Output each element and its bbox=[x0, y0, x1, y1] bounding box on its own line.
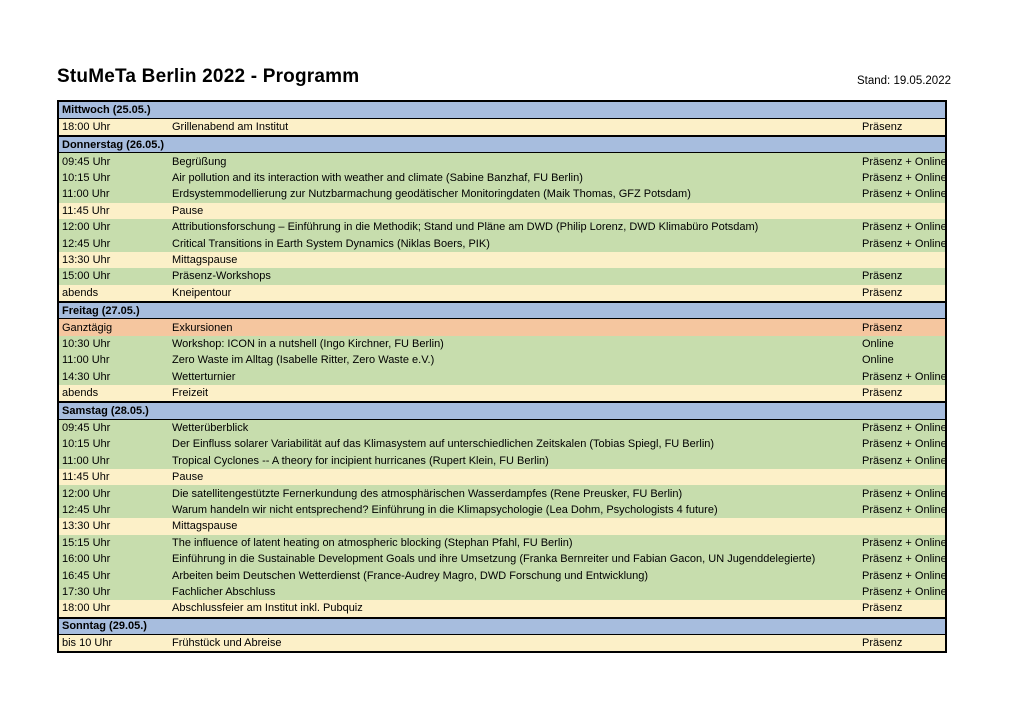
row-time: 10:15 Uhr bbox=[62, 171, 111, 184]
row-event: Warum handeln wir nicht entsprechend? Einführung in die Klimapsychologie (Lea Dohm, Psychologists 4 future) bbox=[172, 504, 718, 516]
day-header: Samstag (28.05.) bbox=[59, 403, 945, 420]
row-mode: Präsenz bbox=[862, 637, 903, 650]
row-time: abends bbox=[62, 286, 99, 299]
schedule-row bbox=[59, 203, 945, 219]
row-mode: Präsenz + Online bbox=[862, 504, 947, 516]
schedule-row bbox=[59, 385, 945, 401]
row-mode: Präsenz bbox=[862, 387, 903, 400]
day-section bbox=[57, 401, 947, 618]
schedule-row bbox=[59, 436, 945, 452]
schedule-row bbox=[59, 369, 945, 385]
schedule-row bbox=[59, 551, 945, 567]
row-mode: Präsenz + Online bbox=[862, 422, 947, 435]
row-event: Die satellitengestützte Fernerkundung des atmosphärischen Wasserdampfes (Rene Preusker, FU Berlin) bbox=[172, 487, 683, 500]
row-mode: Präsenz + Online bbox=[862, 237, 947, 250]
row-mode: Präsenz + Online bbox=[862, 155, 947, 168]
day-section bbox=[57, 100, 947, 137]
schedule-row bbox=[59, 535, 945, 551]
row-mode: Online bbox=[862, 337, 894, 350]
row-mode: Präsenz + Online bbox=[862, 188, 947, 201]
row-time: 17:30 Uhr bbox=[62, 585, 111, 598]
row-mode: Präsenz + Online bbox=[862, 585, 947, 598]
row-event: Attributionsforschung – Einführung in die Methodik; Stand und Pläne am DWD (Philip Lorenz, DWD Klimabüro Potsdam) bbox=[172, 221, 759, 234]
row-time: 15:15 Uhr bbox=[62, 536, 111, 549]
row-mode: Präsenz bbox=[862, 270, 903, 283]
row-time: 11:00 Uhr bbox=[62, 188, 110, 201]
day-section bbox=[57, 135, 947, 303]
page-title: StuMeTa Berlin 2022 - Programm bbox=[57, 66, 360, 87]
row-time: 11:45 Uhr bbox=[62, 471, 110, 484]
schedule-row bbox=[59, 453, 945, 469]
row-event: Einführung in die Sustainable Development Goals und ihre Umsetzung (Franka Bernreiter und Fabian Gacon, UN Jugenddelegierte) bbox=[172, 553, 816, 566]
day-header: Freitag (27.05.) bbox=[59, 303, 945, 320]
row-time: 09:45 Uhr bbox=[62, 422, 111, 435]
schedule-row bbox=[59, 186, 945, 202]
stand-date: Stand: 19.05.2022 bbox=[857, 75, 951, 87]
schedule-row bbox=[59, 584, 945, 600]
schedule-row bbox=[59, 252, 945, 268]
row-event: Arbeiten beim Deutschen Wetterdienst (France-Audrey Magro, DWD Forschung und Entwicklung) bbox=[172, 569, 649, 582]
row-event: Wetterüberblick bbox=[172, 422, 249, 435]
row-mode: Präsenz bbox=[862, 602, 903, 615]
row-time: 18:00 Uhr bbox=[62, 120, 111, 133]
row-event: Critical Transitions in Earth System Dynamics (Niklas Boers, PIK) bbox=[172, 237, 490, 250]
row-event: Air pollution and its interaction with weather and climate (Sabine Banzhaf, FU Berlin) bbox=[172, 171, 583, 184]
row-time: 11:45 Uhr bbox=[62, 204, 110, 217]
row-time: 09:45 Uhr bbox=[62, 155, 111, 168]
row-event: Begrüßung bbox=[172, 155, 227, 168]
schedule-row bbox=[59, 352, 945, 368]
schedule-row bbox=[59, 235, 945, 251]
schedule-row bbox=[59, 319, 945, 335]
row-event: Grillenabend am Institut bbox=[172, 120, 289, 133]
row-mode: Präsenz + Online bbox=[862, 487, 947, 500]
schedule-row bbox=[59, 469, 945, 485]
row-mode: Präsenz + Online bbox=[862, 438, 947, 451]
row-mode: Präsenz + Online bbox=[862, 370, 947, 383]
schedule-row bbox=[59, 518, 945, 534]
row-mode: Präsenz bbox=[862, 286, 903, 299]
row-time: 16:00 Uhr bbox=[62, 553, 111, 566]
row-event: Mittagspause bbox=[172, 253, 238, 266]
row-time: 11:00 Uhr bbox=[62, 454, 110, 467]
program-table bbox=[57, 100, 947, 653]
schedule-row bbox=[59, 635, 945, 651]
schedule-row bbox=[59, 119, 945, 135]
row-mode: Präsenz + Online bbox=[862, 171, 947, 184]
schedule-row bbox=[59, 170, 945, 186]
row-event: Wetterturnier bbox=[172, 370, 236, 383]
day-section bbox=[57, 301, 947, 403]
schedule-row bbox=[59, 268, 945, 284]
row-event: Freizeit bbox=[172, 387, 209, 400]
row-time: 16:45 Uhr bbox=[62, 569, 111, 582]
row-mode: Präsenz + Online bbox=[862, 454, 947, 467]
row-time: 10:30 Uhr bbox=[62, 337, 111, 350]
row-time: Ganztägig bbox=[62, 321, 113, 334]
schedule-row bbox=[59, 420, 945, 436]
row-event: The influence of latent heating on atmospheric blocking (Stephan Pfahl, FU Berlin) bbox=[172, 536, 573, 549]
row-time: 12:45 Uhr bbox=[62, 504, 111, 516]
row-time: 14:30 Uhr bbox=[62, 370, 111, 383]
row-event: Workshop: ICON in a nutshell (Ingo Kirchner, FU Berlin) bbox=[172, 337, 444, 350]
schedule-row bbox=[59, 219, 945, 235]
schedule-row bbox=[59, 336, 945, 352]
row-event: Pause bbox=[172, 204, 204, 217]
row-event: Exkursionen bbox=[172, 321, 233, 334]
row-event: Frühstück und Abreise bbox=[172, 637, 282, 650]
schedule-row bbox=[59, 567, 945, 583]
row-time: 12:00 Uhr bbox=[62, 221, 111, 234]
row-mode: Präsenz + Online bbox=[862, 536, 947, 549]
row-event: Präsenz-Workshops bbox=[172, 270, 271, 283]
day-section bbox=[57, 617, 947, 654]
row-time: 18:00 Uhr bbox=[62, 602, 111, 615]
row-mode: Präsenz + Online bbox=[862, 553, 947, 566]
schedule-row bbox=[59, 153, 945, 169]
row-mode: Präsenz + Online bbox=[862, 569, 947, 582]
row-event: Kneipentour bbox=[172, 286, 232, 299]
row-event: Der Einfluss solarer Variabilität auf das Klimasystem auf unterschiedlichen Zeitskalen (Tobias Spiegl, FU Berlin) bbox=[172, 438, 715, 451]
schedule-row bbox=[59, 285, 945, 301]
row-time: bis 10 Uhr bbox=[62, 637, 113, 650]
schedule-row bbox=[59, 485, 945, 501]
row-time: 10:15 Uhr bbox=[62, 438, 111, 451]
row-event: Fachlicher Abschluss bbox=[172, 585, 276, 598]
row-time: 13:30 Uhr bbox=[62, 253, 111, 266]
row-time: 12:00 Uhr bbox=[62, 487, 111, 500]
row-mode: Präsenz bbox=[862, 321, 903, 334]
row-event: Pause bbox=[172, 471, 204, 484]
row-time: 15:00 Uhr bbox=[62, 270, 111, 283]
schedule-row bbox=[59, 502, 945, 518]
day-header: Donnerstag (26.05.) bbox=[59, 137, 945, 154]
row-event: Erdsystemmodellierung zur Nutzbarmachung geodätischer Monitoringdaten (Maik Thomas, GFZ Potsdam) bbox=[172, 188, 691, 201]
row-time: abends bbox=[62, 387, 99, 400]
row-mode: Präsenz + Online bbox=[862, 221, 947, 234]
row-event: Abschlussfeier am Institut inkl. Pubquiz bbox=[172, 602, 363, 615]
row-event: Tropical Cyclones -- A theory for incipient hurricanes (Rupert Klein, FU Berlin) bbox=[172, 454, 549, 467]
row-time: 11:00 Uhr bbox=[62, 354, 110, 367]
row-mode: Präsenz bbox=[862, 120, 903, 133]
row-time: 12:45 Uhr bbox=[62, 237, 111, 250]
schedule-row bbox=[59, 600, 945, 616]
day-header: Sonntag (29.05.) bbox=[59, 619, 945, 636]
row-event: Zero Waste im Alltag (Isabelle Ritter, Zero Waste e.V.) bbox=[172, 354, 435, 367]
day-header: Mittwoch (25.05.) bbox=[59, 102, 945, 119]
row-time: 13:30 Uhr bbox=[62, 520, 111, 533]
row-mode: Online bbox=[862, 354, 894, 367]
row-event: Mittagspause bbox=[172, 520, 238, 533]
